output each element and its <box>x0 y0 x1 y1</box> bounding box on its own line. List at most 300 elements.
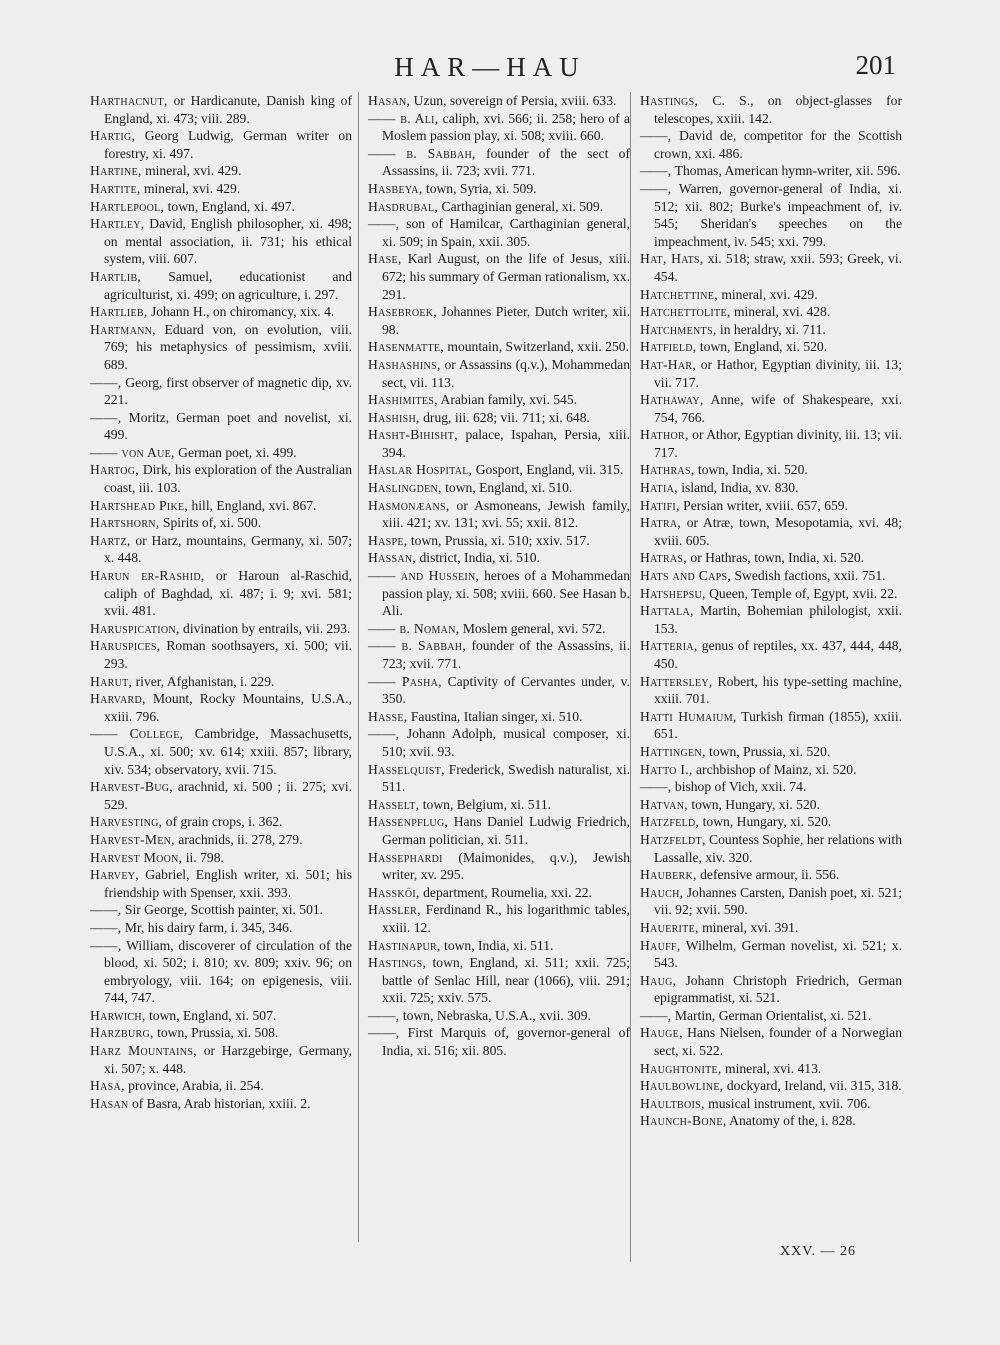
entry-headword: Hattersley, <box>640 673 713 689</box>
index-entry <box>640 426 902 461</box>
index-entry <box>368 250 630 303</box>
index-entry <box>368 620 630 638</box>
index-entry <box>640 497 902 515</box>
entry-text: Mr, his dairy farm, i. 345, 346. <box>121 919 293 935</box>
index-entry <box>90 725 352 778</box>
entry-text: ii. 798. <box>182 849 224 865</box>
entry-text: Warren, governor-general of India, xi. 512; xii. 802; Burke's impeachment of, iv. 545; Sheridan's speeches on the impeachment, iv. 545; xxi. 799. <box>654 180 902 249</box>
index-entry <box>640 831 902 866</box>
entry-text: mineral, xvi. 391. <box>698 919 799 935</box>
entry-text: Johannes Carsten, Danish poet, xi. 521; vii. 92; xvii. 590. <box>654 884 902 918</box>
entry-text: Cambridge, Massachusetts, U.S.A., xi. 500; xv. 614; xxiii. 857; library, xiv. 534; observatory, xvii. 715. <box>104 726 352 777</box>
entry-headword: Harvesting, <box>90 814 163 830</box>
column-divider <box>358 92 359 1242</box>
entry-headword: —— Pasha, <box>368 673 442 689</box>
index-entry <box>90 92 352 127</box>
index-entry <box>90 268 352 303</box>
entry-text: Johann H., on chiromancy, xix. 4. <box>147 304 335 320</box>
entry-headword: Hartine, <box>90 163 142 179</box>
index-entry <box>368 338 630 356</box>
entry-headword: Hastings, <box>640 93 699 108</box>
entry-text: Anne, wife of Shakespeare, xxi. 754, 766. <box>654 392 902 425</box>
entry-headword: Haughtonite, <box>640 1060 722 1076</box>
index-entry <box>90 831 352 849</box>
entry-text: founder of the sect of Assassins, ii. 723; xvii. 771. <box>382 145 631 179</box>
entry-text: drug, iii. 628; vii. 711; xi. 648. <box>419 409 590 425</box>
index-entry <box>640 743 902 761</box>
entry-headword: Harvey, <box>90 867 139 883</box>
index-entry <box>90 461 352 496</box>
entry-headword: Haruspices, <box>90 638 161 654</box>
entry-text: David, English philosopher, xi. 498; on mental association, ii. 731; his ethical system, viii. 607. <box>104 216 352 267</box>
index-entry <box>640 708 902 743</box>
index-entry <box>640 338 902 356</box>
entry-text: archbishop of Mainz, xi. 520. <box>692 761 857 777</box>
entry-headword: ——, <box>90 919 122 935</box>
entry-text: town, England, xi. 510. <box>441 480 573 496</box>
index-entry <box>640 479 902 497</box>
index-entry <box>640 919 902 937</box>
index-entry <box>90 937 352 1007</box>
entry-text: Captivity of Cervantes under, v. 350. <box>382 673 630 707</box>
entry-headword: Harthacnut, <box>90 93 168 108</box>
entry-text: town, Hungary, xi. 520. <box>687 796 820 812</box>
index-entry <box>640 1095 902 1113</box>
index-entry <box>90 673 352 691</box>
entry-text: town, England, xi. 497. <box>164 198 295 214</box>
index-entry <box>640 356 902 391</box>
entry-text: town, Syria, xi. 509. <box>422 180 537 196</box>
entry-headword: Hasselquist, <box>368 761 445 777</box>
entry-text: mineral, xvi. 428. <box>730 304 831 320</box>
entry-headword: Hartog, <box>90 462 139 478</box>
index-entry <box>368 761 630 796</box>
index-entry <box>640 637 902 672</box>
entry-headword: Hartmann, <box>90 321 156 337</box>
entry-headword: Harz Mountains, <box>90 1043 197 1059</box>
entry-headword: —— b. Ali, <box>368 110 439 126</box>
entry-text: Spirits of, xi. 500. <box>159 515 262 531</box>
entry-text: Anatomy of the, i. 828. <box>726 1113 856 1129</box>
entry-text: Dirk, his exploration of the Australian coast, iii. 103. <box>104 462 352 496</box>
page-title: HAR—HAU <box>394 52 586 82</box>
entry-headword: Hasse, <box>368 708 408 724</box>
entry-headword: ——, <box>640 163 672 179</box>
entry-text: Persian writer, xviii. 657, 659. <box>679 497 848 513</box>
entry-headword: Harvest Moon, <box>90 849 183 865</box>
entry-text: town, England, xi. 511; xxii. 725; battle of Senlac Hill, near (1066), viii. 291; xxii. 725; xxiv. 575. <box>382 955 630 1006</box>
entry-headword: Hassan, <box>368 550 417 566</box>
index-entry <box>640 884 902 919</box>
entry-headword: Hathras, <box>640 462 695 478</box>
index-entry <box>640 1077 902 1095</box>
index-entry <box>368 145 630 180</box>
index-column-3 <box>640 92 902 1130</box>
entry-text: or Hardicanute, Danish king of England, xi. 473; viii. 289. <box>104 93 352 126</box>
index-entry <box>640 180 902 250</box>
index-entry <box>640 162 902 180</box>
index-entry <box>640 461 902 479</box>
entry-headword: Hatshepsu, <box>640 585 706 601</box>
entry-text: Wilhelm, German novelist, xi. 521; x. 543. <box>654 937 902 971</box>
entry-text: town, Prussia, xi. 520. <box>705 743 831 759</box>
entry-headword: ——, <box>368 1007 400 1023</box>
entry-headword: Hartz, <box>90 532 131 548</box>
entry-headword: Hauerite, <box>640 919 699 935</box>
index-entry <box>368 532 630 550</box>
index-entry <box>90 1042 352 1077</box>
entry-headword: Hauch, <box>640 884 684 900</box>
index-entry <box>640 866 902 884</box>
index-entry <box>90 374 352 409</box>
entry-headword: ——, <box>368 726 400 742</box>
entry-text: Queen, Temple of, Egypt, xvii. 22. <box>705 585 898 601</box>
entry-headword: Haunch-Bone, <box>640 1113 727 1129</box>
entry-text: or Hathras, town, India, xi. 520. <box>687 550 865 566</box>
entry-text: town, India, xi. 511. <box>440 937 554 953</box>
index-entry <box>640 1007 902 1025</box>
index-entry <box>640 567 902 585</box>
index-entry <box>90 620 352 638</box>
entry-headword: Hasdrubal, <box>368 198 439 214</box>
entry-text: or Asmoneans, Jewish family, xiii. 421; xv. 131; xvi. 55; xxii. 812. <box>382 497 630 531</box>
index-entry <box>368 461 630 479</box>
column-divider <box>630 92 631 1262</box>
entry-text: defensive armour, ii. 556. <box>696 867 840 883</box>
entry-text: town, England, xi. 507. <box>145 1007 277 1023</box>
index-entry <box>640 585 902 603</box>
entry-headword: Hasenmatte, <box>368 339 444 355</box>
entry-text: or Atræ, town, Mesopotamia, xvi. 48; xviii. 605. <box>654 515 902 548</box>
entry-text: xi. 518; straw, xxii. 593; Greek, vi. 454. <box>654 251 902 284</box>
index-entry <box>90 162 352 180</box>
entry-text: Moritz, German poet and novelist, xi. 499. <box>104 409 352 443</box>
entry-text: or Hathor, Egyptian divinity, iii. 13; vii. 717. <box>654 356 902 390</box>
entry-headword: Hauberk, <box>640 867 697 883</box>
index-entry <box>90 444 352 462</box>
entry-headword: Hatvan, <box>640 796 688 812</box>
entry-headword: Hartlepool, <box>90 198 165 214</box>
entry-text: Swedish factions, xxii. 751. <box>731 568 886 584</box>
entry-text: Arabian family, xvi. 545. <box>437 392 578 408</box>
entry-text: Roman soothsayers, xi. 500; vii. 293. <box>104 638 352 671</box>
entry-headword: ——, <box>640 180 672 196</box>
index-entry <box>640 796 902 814</box>
entry-headword: Hatzfeld, <box>640 814 700 830</box>
entry-text: arachnid, xi. 500 ; ii. 275; xvi. 529. <box>104 779 352 812</box>
index-entry <box>90 866 352 901</box>
entry-text: German poet, xi. 499. <box>174 444 297 460</box>
entry-text: William, discoverer of circulation of the blood, xi. 502; i. 810; xv. 809; xxiv. 96; on embryology, viii. 164; on epigenesis, viii. 744, 747. <box>104 937 352 1006</box>
index-entry <box>90 514 352 532</box>
entry-text: heroes of a Mohammedan passion play, xi. 508; xviii. 660. See Hasan b. Ali. <box>382 568 630 619</box>
index-entry <box>640 250 902 285</box>
entry-text: mineral, xvi. 413. <box>721 1060 822 1076</box>
entry-text: Carthaginian general, xi. 509. <box>438 198 604 214</box>
index-entry <box>368 1024 630 1059</box>
entry-text: Gosport, England, vii. 315. <box>472 462 624 478</box>
entry-text: Georg Ludwig, German writer on forestry, xi. 497. <box>104 128 352 161</box>
entry-text: Robert, his type-setting machine, xxiii. 701. <box>654 673 902 707</box>
entry-headword: Hassenpflug, <box>368 814 449 830</box>
entry-text: founder of the Assassins, ii. 723; xvii. 771. <box>382 638 630 671</box>
entry-text: Johann Adolph, musical composer, xi. 510; xvii. 93. <box>382 726 630 759</box>
entry-text: mountain, Switzerland, xxii. 250. <box>443 339 629 355</box>
index-entry <box>368 198 630 216</box>
entry-headword: Hartley, <box>90 216 145 232</box>
entry-text: in heraldry, xi. 711. <box>716 321 826 337</box>
entry-text: Eduard von, on evolution, viii. 769; his metaphysics of pessimism, xviii. 689. <box>104 321 352 372</box>
index-entry <box>90 1095 352 1113</box>
entry-text: town, Prussia, xi. 510; xxiv. 517. <box>407 532 590 548</box>
entry-text: Faustina, Italian singer, xi. 510. <box>407 708 583 724</box>
entry-headword: ——, <box>640 779 672 795</box>
entry-headword: —— von Aue, <box>90 444 175 460</box>
entry-headword: Hasebroek, <box>368 304 437 320</box>
entry-headword: ——, <box>90 902 122 918</box>
entry-text: department, Roumelia, xxi. 22. <box>419 884 592 900</box>
entry-text: palace, Ispahan, Persia, xiii. 394. <box>382 427 630 460</box>
entry-text: Ferdinand R., his logarithmic tables, xxiii. 12. <box>382 902 630 935</box>
entry-text: mineral, xvi. 429. <box>141 163 242 179</box>
index-entry <box>640 303 902 321</box>
index-entry <box>90 303 352 321</box>
index-entry <box>368 110 630 145</box>
index-entry <box>90 321 352 374</box>
entry-headword: Haruspication, <box>90 620 180 636</box>
signature-mark: XXV. — 26 <box>780 1244 857 1259</box>
index-entry <box>640 127 902 162</box>
index-entry <box>640 1024 902 1059</box>
index-entry <box>640 1112 902 1130</box>
entry-headword: Hat-Har, <box>640 356 697 372</box>
running-header <box>0 50 1000 90</box>
entry-headword: Haulbowline, <box>640 1078 724 1094</box>
index-entry <box>90 180 352 198</box>
index-entry <box>90 637 352 672</box>
index-entry <box>368 92 630 110</box>
index-entry <box>640 92 902 127</box>
index-entry <box>90 127 352 162</box>
entry-headword: ——, <box>368 1025 400 1041</box>
entry-headword: Hatchettine, <box>640 286 718 302</box>
entry-text: Mount, Rocky Mountains, U.S.A., xxiii. 796. <box>104 691 352 724</box>
index-entry <box>368 549 630 567</box>
index-entry <box>640 673 902 708</box>
entry-headword: Hasa, <box>90 1078 125 1094</box>
index-entry <box>368 180 630 198</box>
entry-text: dockyard, Ireland, vii. 315, 318. <box>723 1078 902 1094</box>
entry-text: Uzun, sovereign of Persia, xviii. 633. <box>410 93 617 108</box>
entry-headword: —— b. Noman, <box>368 620 460 636</box>
index-entry <box>90 901 352 919</box>
index-entry <box>90 497 352 515</box>
entry-text: musical instrument, xvii. 706. <box>704 1095 871 1111</box>
index-entry <box>90 813 352 831</box>
entry-headword: Hartlieb, <box>90 304 148 320</box>
entry-headword: Hartshorn, <box>90 515 160 531</box>
entry-headword: —— b. Sabbah, <box>368 638 467 654</box>
entry-headword: Hartig, <box>90 128 136 144</box>
entry-headword: Hauff, <box>640 937 681 953</box>
entry-headword: Hashish, <box>368 409 420 425</box>
entry-text: arachnids, ii. 278, 279. <box>174 831 303 847</box>
index-entry <box>90 198 352 216</box>
entry-headword: Hasan, <box>368 93 411 108</box>
index-entry <box>368 796 630 814</box>
entry-headword: Hase, <box>368 251 402 267</box>
entry-headword: Hatzfeldt, <box>640 831 706 847</box>
entry-text: genus of reptiles, xx. 437, 444, 448, 450. <box>654 638 902 671</box>
index-entry <box>640 321 902 339</box>
entry-headword: Harwich, <box>90 1007 146 1023</box>
entry-headword: Hasselt, <box>368 796 420 812</box>
entry-headword: Harut, <box>90 673 133 689</box>
index-entry <box>90 778 352 813</box>
index-entry <box>368 901 630 936</box>
entry-text: island, India, xv. 830. <box>677 480 799 496</box>
entry-headword: Hartite, <box>90 180 141 196</box>
entry-text: Turkish firman (1855), xxiii. 651. <box>654 708 902 742</box>
entry-headword: Hats and Caps, <box>640 568 732 584</box>
entry-headword: Haultbois, <box>640 1095 705 1111</box>
entry-headword: ——, <box>90 409 122 425</box>
entry-headword: Hasmonæans, <box>368 497 450 513</box>
index-entry <box>640 1060 902 1078</box>
entry-headword: Hathor, <box>640 427 689 443</box>
entry-headword: Hattingen, <box>640 743 706 759</box>
index-entry <box>90 1077 352 1095</box>
entry-text: or Assassins (q.v.), Mohammedan sect, vii. 113. <box>382 356 630 390</box>
entry-text: district, India, xi. 510. <box>416 550 540 566</box>
index-entry <box>368 725 630 760</box>
entry-text: of grain crops, i. 362. <box>162 814 283 830</box>
entry-text: Gabriel, English writer, xi. 501; his friendship with Spenser, xxii. 393. <box>104 867 352 900</box>
entry-headword: ——, <box>90 937 122 953</box>
entry-text: (Maimonides, q.v.), Jewish writer, xv. 295. <box>382 849 630 883</box>
index-entry <box>90 690 352 725</box>
entry-text: son of Hamilcar, Carthaginian general, xi. 509; in Spain, xxii. 305. <box>382 216 630 249</box>
entry-text: Johannes Pieter, Dutch writer, xii. 98. <box>382 304 630 337</box>
entry-text: province, Arabia, ii. 254. <box>124 1078 264 1094</box>
entry-text: Hans Nielsen, founder of a Norwegian sect, xi. 522. <box>654 1025 902 1059</box>
entry-headword: Hatchments, <box>640 321 717 337</box>
entry-headword: Hartshead Pike, <box>90 497 189 513</box>
index-entry <box>368 813 630 848</box>
index-entry <box>640 937 902 972</box>
entry-headword: Hatia, <box>640 480 678 496</box>
index-entry <box>640 391 902 426</box>
entry-text: bishop of Vich, xxii. 74. <box>671 779 807 795</box>
entry-text: Moslem general, xvi. 572. <box>459 620 606 636</box>
entry-headword: Hatfield, <box>640 339 697 355</box>
entry-text: Karl August, on the life of Jesus, xiii. 672; his summary of German rationalism, xx. 291. <box>382 251 630 302</box>
entry-headword: Hartlib, <box>90 268 142 284</box>
entry-headword: Hatteria, <box>640 638 698 654</box>
entry-headword: Hatras, <box>640 550 687 566</box>
entry-headword: Hasht-Bihisht, <box>368 427 458 443</box>
entry-headword: Harvest-Men, <box>90 831 175 847</box>
index-entry <box>368 937 630 955</box>
entry-text: C. S., on object-glasses for telescopes, xxiii. 142. <box>654 93 902 126</box>
entry-headword: Hastings, <box>368 955 427 971</box>
entry-text: Martin, German Orientalist, xi. 521. <box>671 1007 872 1023</box>
index-entry <box>640 514 902 549</box>
entry-text: or Haroun al-Raschid, caliph of Baghdad, xi. 487; i. 9; xvi. 581; xvii. 481. <box>104 568 352 619</box>
entry-headword: Hauge, <box>640 1025 683 1041</box>
entry-text: Hans Daniel Ludwig Friedrich, German politician, xi. 511. <box>382 814 630 847</box>
entry-headword: Hasskői, <box>368 884 420 900</box>
entry-text: Samuel, educationist and agriculturist, xi. 499; on agriculture, i. 297. <box>104 268 352 302</box>
index-entry <box>368 391 630 409</box>
entry-headword: —— College, <box>90 726 184 742</box>
index-entry <box>368 1007 630 1025</box>
entry-text: Frederick, Swedish naturalist, xi. 511. <box>382 761 630 795</box>
entry-text: mineral, xvi. 429. <box>140 180 241 196</box>
entry-headword: Haug, <box>640 972 677 988</box>
entry-text: river, Afghanistan, i. 229. <box>132 673 275 689</box>
entry-headword: Harvard, <box>90 691 146 707</box>
entry-headword: Hatchettolite, <box>640 304 731 320</box>
entry-text: Johann Christoph Friedrich, German epigrammatist, xi. 521. <box>654 972 902 1006</box>
index-entry <box>368 673 630 708</box>
entry-headword: Hathaway, <box>640 392 704 408</box>
index-entry <box>640 778 902 796</box>
index-entry <box>640 286 902 304</box>
entry-text: Countess Sophie, her relations with Lassalle, xiv. 320. <box>654 831 902 865</box>
index-entry <box>368 849 630 884</box>
entry-headword: Harvest-Bug, <box>90 779 173 795</box>
entry-headword: Hashashins, <box>368 356 441 372</box>
entry-text: hill, England, xvi. 867. <box>188 497 317 513</box>
entry-headword: Hatti Humaium, <box>640 708 737 724</box>
entry-text: of Basra, Arab historian, xxiii. 2. <box>128 1095 311 1111</box>
entry-text: Thomas, American hymn-writer, xii. 596. <box>671 163 901 179</box>
entry-headword: —— and Hussein, <box>368 568 480 584</box>
entry-headword: Hasan <box>90 1095 129 1111</box>
entry-headword: Hatifi, <box>640 497 680 513</box>
entry-text: David de, competitor for the Scottish crown, xxi. 486. <box>654 128 902 161</box>
index-entry <box>90 215 352 268</box>
index-entry <box>640 549 902 567</box>
index-entry <box>368 884 630 902</box>
entry-text: town, Nebraska, U.S.A., xvii. 309. <box>399 1007 591 1023</box>
entry-headword: Hassephardi <box>368 849 443 865</box>
entry-text: mineral, xvi. 429. <box>717 286 818 302</box>
index-entry <box>368 954 630 1007</box>
entry-headword: Haspe, <box>368 532 408 548</box>
index-entry <box>640 813 902 831</box>
index-entry <box>368 215 630 250</box>
entry-text: Georg, first observer of magnetic dip, xv. 221. <box>104 374 352 408</box>
entry-text: Martin, Bohemian philologist, xxii. 153. <box>654 603 902 636</box>
index-entry <box>90 849 352 867</box>
index-entry <box>90 409 352 444</box>
index-entry <box>90 1007 352 1025</box>
entry-headword: Hattala, <box>640 603 694 619</box>
entry-text: or Athor, Egyptian divinity, iii. 13; vii. 717. <box>654 427 902 460</box>
entry-text: town, Hungary, xi. 520. <box>699 814 832 830</box>
index-entry <box>368 479 630 497</box>
entry-text: First Marquis of, governor-general of India, xi. 516; xii. 805. <box>382 1025 630 1059</box>
index-entry <box>368 356 630 391</box>
index-entry <box>640 761 902 779</box>
entry-headword: Harzburg, <box>90 1025 154 1041</box>
entry-headword: Hashimites, <box>368 392 438 408</box>
index-entry <box>368 567 630 620</box>
entry-text: or Harzgebirge, Germany, xi. 507; x. 448. <box>104 1043 352 1076</box>
index-entry <box>640 972 902 1007</box>
